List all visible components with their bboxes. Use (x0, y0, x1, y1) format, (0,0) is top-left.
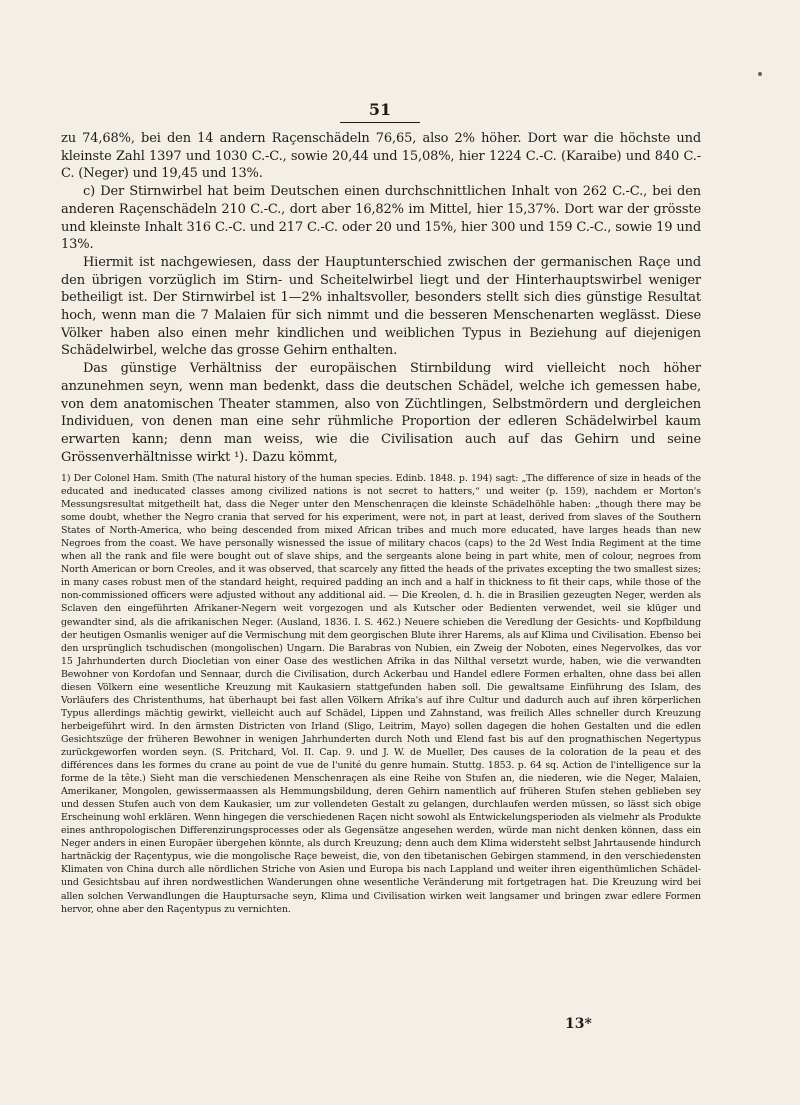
margin-dot (758, 72, 762, 76)
signature-mark: 13* (565, 1016, 592, 1032)
main-text (61, 130, 701, 466)
paragraph-2: c) Der Stirnwirbel hat beim Deutschen einen durchschnittlichen Inhalt von 262 C.-C., bei den anderen Raçenschädeln 210 C.-C., dort aber 16,82% im Mittel, hier 15,37%. Dort war der grösste und kleinste Inhalt 316 C.-C. und 217 C.-C. oder 20 und 15%, hier 300 und 159 C.-C., sowie 19 und 13%. (61, 184, 701, 253)
header-rule (340, 122, 420, 123)
footnote-block (61, 472, 701, 916)
paragraph-3: Hiermit ist nachgewiesen, dass der Hauptunterschied zwischen der germanischen Raçe und den übrigen vorzüglich im Stirn- und Scheitelwirbel liegt und der Hinterhauptswirbel weniger betheiligt ist. Der Stirnwirbel ist 1—2% inhaltsvoller, besonders stellt sich dies günstige Resultat hoch, wenn man die 7 Malaien für sich nimmt und die besseren Menschenarten weglässt. Diese Völker haben also einen mehr kindlichen und weiblichen Typus in Beziehung auf diejenigen Schädelwirbel, welche das grosse Gehirn enthalten. (61, 254, 701, 359)
footnote: 1) Der Colonel Ham. Smith (The natural history of the human species. Edinb. 1848. p. 194) sagt: „The difference of size in heads of the educated and ineducated classes among civilized nations is not secret to hatters,“ und weiter (p. 159), nachdem er Morton's Messungsresultat mitgetheilt hat, dass die Neger unter den Menschenraçen die kleinste Schädelhöhle haben: „though there may be some doubt, whether the Negro crania that served for his experiment, were not, in part at least, derived from slaves of the Southern States of North-America, who being descended from mixed African tribes and much more educated, have larges heads than new Negroes from the coast. We have personally wisnessed the issue of military chacos (caps) to the 2d West India Regiment at the time when all the rank and file were bought out of slave ships, and the sergeants alone being in part white, men of colour, negroes from North American or born Creoles, and it was observed, that scarcely any fitted the heads of the privates excepting the two smallest sizes; in many cases robust men of the standard height, required padding an inch and a half in thickness to fit their caps, while those of the non-commissioned officers were adjusted without any additional aid. — Die Kreolen, d. h. die in Brasilien gezeugten Neger, werden als Sclaven den eingeführten Afrikaner-Negern weit vorgezogen und als Kutscher oder Bedienten verwendet, weil sie klüger und gewandter sind, als die afrikanischen Neger. (Ausland, 1836. I. S. 462.) Neuere schieben die Veredlung der Gesichts- und Kopfbildung der heutigen Osmanlis weniger auf die Vermischung mit dem georgischen Blute ihrer Harems, als auf Klima und Civilisation. Ebenso bei den ursprünglich tschudischen (mongolischen) Ungarn. Die Barabras von Nubien, ein Zweig der Noboten, eines Negervolkes, das vor 15 Jahrhunderten durch Diocletian von einer Oase des westlichen Afrika in das Nilthal versetzt wurde, haben, wie die verwandten Bewohner von Kordofan und Sennaar, durch die Civilisation, durch Ackerbau und Handel edlere Formen erhalten, ohne dass bei allen diesen Völkern eine wesentliche Kreuzung mit Kaukasiern stattgefunden haben soll. Die gewaltsame Einführung des Islam, des Vorläufers des Christenthums, hat überhaupt bei fast allen Völkern Afrika's auf ihre Cultur und dadurch auch auf ihren körperlichen Typus allerdings mächtig gewirkt, vielleicht auch auf Schädel, Lippen und Zahnstand, was freilich Alles schneller durch Kreuzung herbeigeführt wird. In den ärmsten Districten von Irland (Sligo, Leitrim, Mayo) sollen dagegen die hohen Gestalten und die edlen Gesichtszüge der früheren Bewohner in wenigen Jahrhunderten durch Noth und Elend fast bis auf den prognathischen Negertypus zurückgeworfen worden seyn. (S. Pritchard, Vol. II. Cap. 9. und J. W. de Mueller, Des causes de la coloration de la peau et des différences dans les formes du crane au point de vue de l'unité du genre humain. Stuttg. 1853. p. 64 sq. Action de l'intelligence sur la forme de la tête.) Sieht man die verschiedenen Menschenraçen als eine Reihe von Stufen an, die niederen, wie die Neger, Malaien, Amerikaner, Mongolen, gewissermaassen als Hemmungsbildung, deren Gehirn namentlich auf früheren Stufen stehen geblieben sey und dessen Stufen auch von dem Kaukasier, um zur vollendeten Gestalt zu gelangen, durchlaufen werden müssen, so lässt sich obige Erscheinung wohl erklären. Wenn hingegen die verschiedenen Raçen nicht sowohl als Entwickelungsperioden als vielmehr als Produkte eines anthropologischen Differenzirungsprocesses oder als Gegensätze angesehen werden, würde man nicht denken können, dass ein Neger anders in einen Europäer übergehen könnte, als durch Kreuzung; denn auch dem Klima widersteht selbst Jahrtausende hindurch hartnäckig der Raçentypus, wie die mongolische Raçe beweist, die, von den tibetanischen Gebirgen stammend, in den verschiedensten Klimaten von China durch alle nördlichen Striche von Asien und Europa bis nach Lappland und weiter ihren eigenthümlichen Schädel- und Gesichtsbau auf ihren nordwestlichen Wanderungen ohne wesentliche Veränderung mit fortgetragen hat. Die Kreuzung wird bei allen solchen Verwandlungen die Hauptursache seyn, Klima und Civilisation wirken weit langsamer und bringen zwar edlere Formen hervor, ohne aber den Raçentypus zu vernichten. (61, 473, 701, 915)
page-number: 51 (368, 100, 392, 119)
paragraph-1: zu 74,68%, bei den 14 andern Raçenschädeln 76,65, also 2% höher. Dort war die höchste und kleinste Zahl 1397 und 1030 C.-C., sowie 20,44 und 15,08%, hier 1224 C.-C. (Karaibe) und 840 C.-C. (Neger) und 19,45 und 13%. (61, 131, 701, 182)
paragraph-4: Das günstige Verhältniss der europäischen Stirnbildung wird vielleicht noch höher anzunehmen seyn, wenn man bedenkt, dass die deutschen Schädel, welche ich gemessen habe, von dem anatomischen Theater stammen, also von Züchtlingen, Selbstmördern und dergleichen Individuen, von denen man eine sehr rühmliche Proportion der edleren Schädelwirbel kaum erwarten kann; denn man weiss, wie die Civilisation auch auf das Gehirn und seine Grössenverhältnisse wirkt ¹). Dazu kömmt, (61, 361, 701, 465)
